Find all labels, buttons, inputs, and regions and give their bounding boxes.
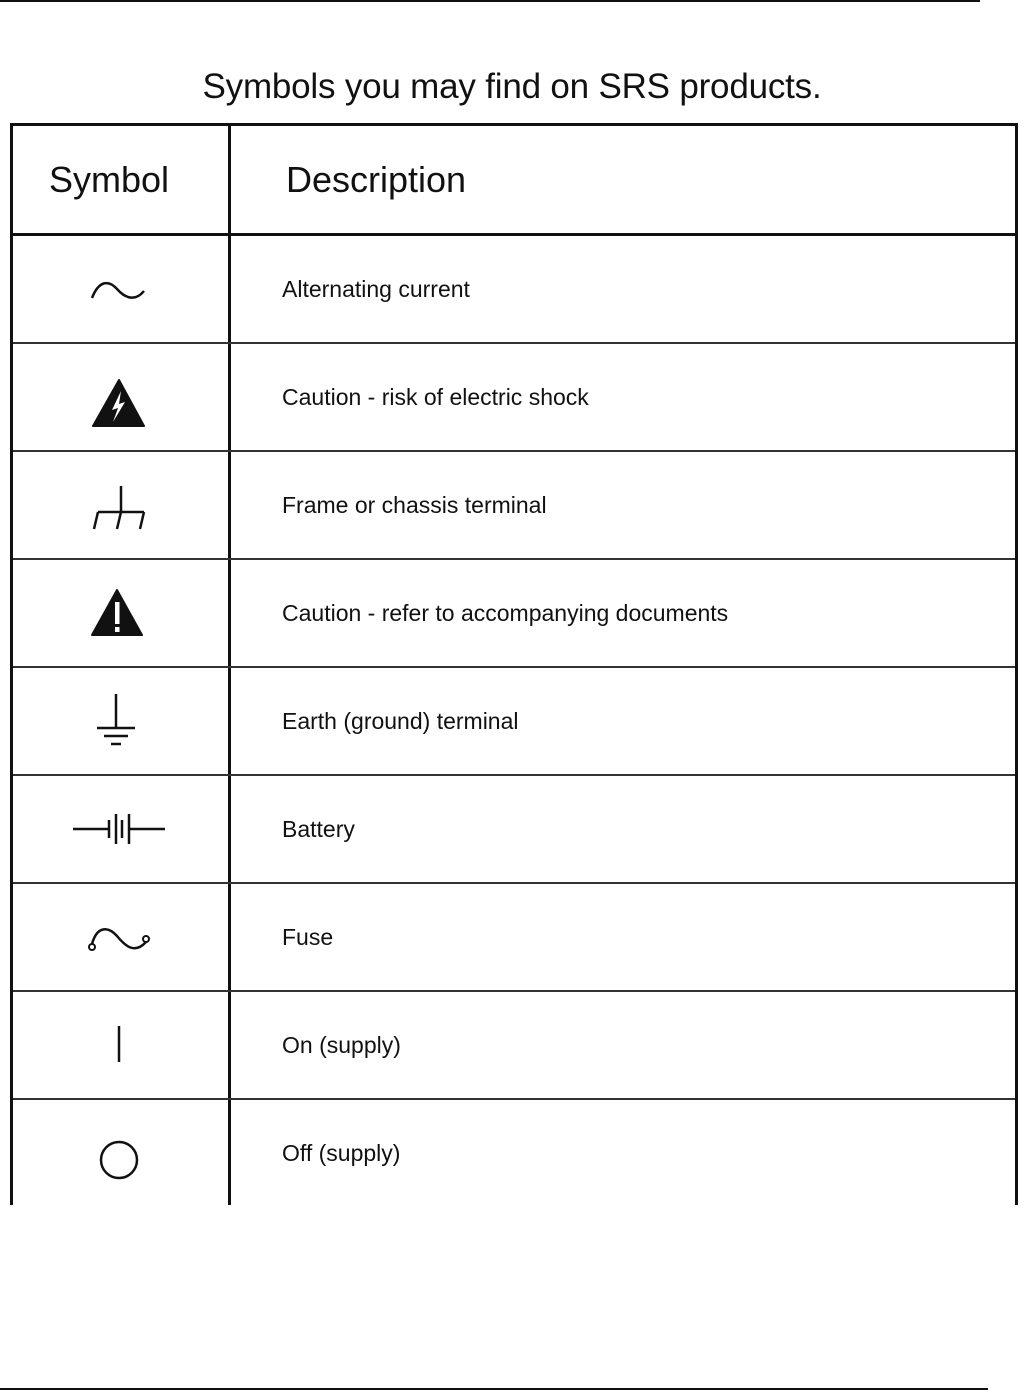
header-description: Description xyxy=(286,159,467,200)
row-description: Frame or chassis terminal xyxy=(282,492,547,518)
table-row xyxy=(13,992,1015,1100)
header-symbol: Symbol xyxy=(49,159,170,200)
table-row xyxy=(13,668,1015,776)
chassis-terminal-icon xyxy=(13,452,228,558)
fuse-icon xyxy=(13,884,228,990)
table-row xyxy=(13,344,1015,452)
table-row xyxy=(13,236,1015,344)
page-title: Symbols you may find on SRS products. xyxy=(202,67,822,106)
electric-shock-warning-icon xyxy=(13,344,228,450)
row-description: Earth (ground) terminal xyxy=(282,708,519,734)
symbols-table xyxy=(10,123,1018,1205)
table-header-row xyxy=(13,126,1015,236)
earth-ground-icon xyxy=(13,668,228,774)
row-description: Alternating current xyxy=(282,276,470,302)
table-row xyxy=(13,884,1015,992)
row-description: Off (supply) xyxy=(282,1140,401,1166)
row-description: On (supply) xyxy=(282,1032,401,1058)
power-off-icon xyxy=(13,1100,228,1206)
top-rule xyxy=(0,0,980,2)
row-description: Battery xyxy=(282,816,355,842)
power-on-icon xyxy=(13,992,228,1098)
alternating-current-icon xyxy=(13,236,228,342)
bottom-rule xyxy=(0,1388,988,1390)
table-row xyxy=(13,560,1015,668)
table-row xyxy=(13,452,1015,560)
row-description: Fuse xyxy=(282,924,334,950)
row-description: Caution - risk of electric shock xyxy=(282,384,589,410)
row-description: Caution - refer to accompanying documents xyxy=(282,600,729,626)
caution-warning-icon xyxy=(13,560,228,666)
table-row xyxy=(13,776,1015,884)
battery-icon xyxy=(13,776,228,882)
table-row xyxy=(13,1100,1015,1208)
